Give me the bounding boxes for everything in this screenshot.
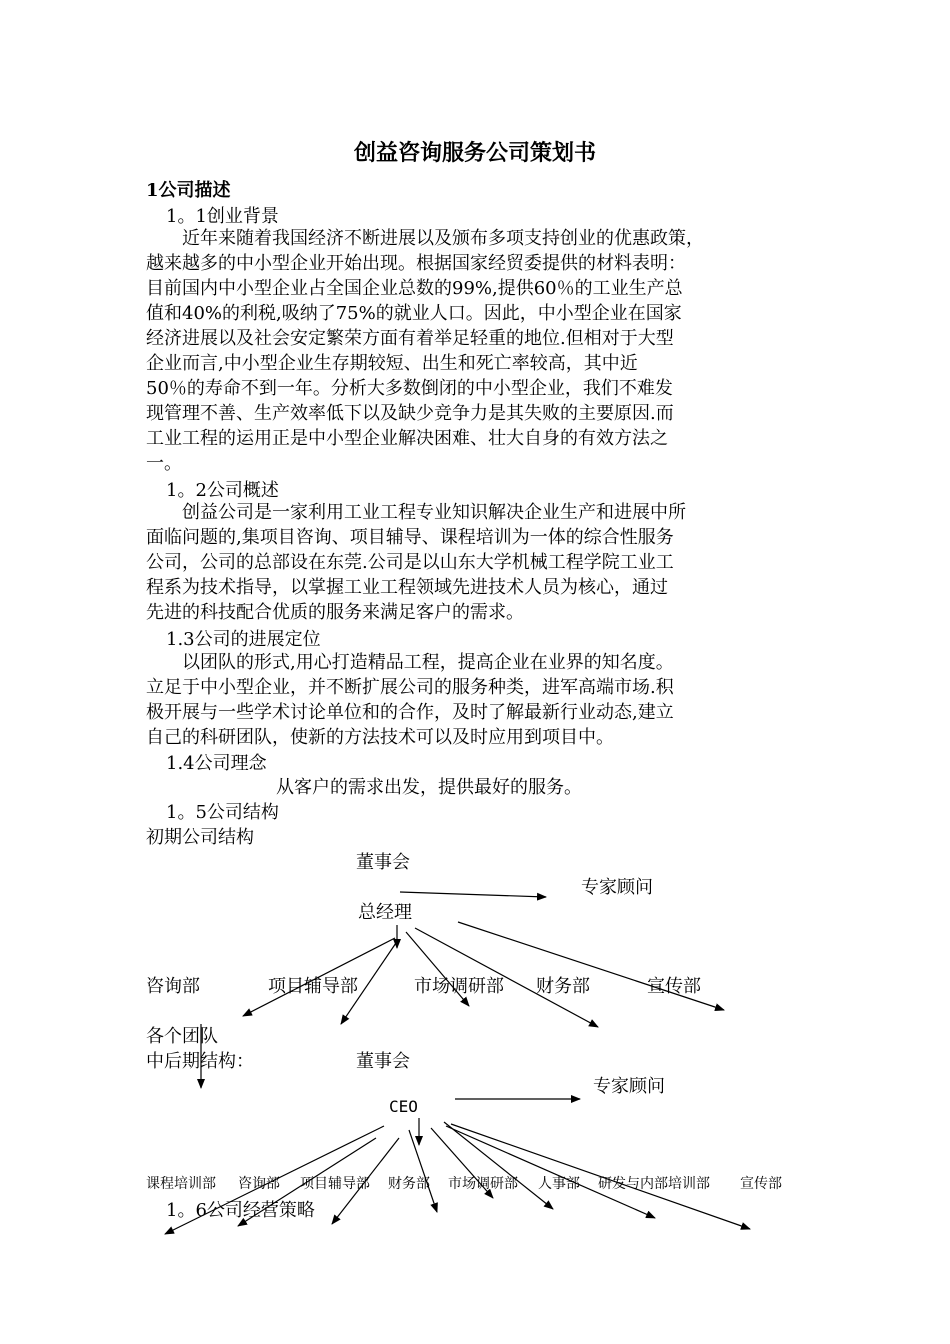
text-line: 50％的寿命不到一年。分析大多数倒闭的中小型企业，我们不难发 <box>146 378 673 399</box>
org-node-market-research: 市场调研部 <box>414 976 504 997</box>
org-node-rd-training: 研发与内部培训部 <box>598 1176 710 1192</box>
arrow-ceo-to-finance <box>409 1130 437 1212</box>
org-node-publicity: 宣传部 <box>647 976 701 997</box>
text-line: 越来越多的中小型企业开始出现。根据国家经贸委提供的材料表明： <box>146 253 686 274</box>
arrow-gm-to-advisor <box>400 892 546 897</box>
org-node-general-manager: 总经理 <box>358 902 412 923</box>
subheading-startup-background: 1。1创业背景 <box>166 206 279 227</box>
org-node-consulting-later: 咨询部 <box>238 1176 280 1192</box>
text-line: 工业工程的运用正是中小型企业解决困难、壮大自身的有效方法之 <box>146 428 668 449</box>
later-structure-label: 中后期结构： <box>146 1051 254 1072</box>
text-line: 一。 <box>146 453 182 474</box>
subheading-philosophy: 1.4公司理念 <box>166 753 267 774</box>
text-line: 值和40%的利税,吸纳了75%的就业人口。因此，中小型企业在国家 <box>146 303 682 324</box>
text-line: 立足于中小型企业，并不断扩展公司的服务种类，进军高端市场.积 <box>146 677 674 698</box>
org-node-market-research-later: 市场调研部 <box>448 1176 518 1192</box>
text-line: 企业而言,中小型企业生存期较短、出生和死亡率较高，其中近 <box>146 353 638 374</box>
org-node-finance-later: 财务部 <box>388 1176 430 1192</box>
text-line: 先进的科技配合优质的服务来满足客户的需求。 <box>146 602 524 623</box>
org-node-publicity-later: 宣传部 <box>740 1176 782 1192</box>
org-node-ceo: CEO <box>389 1097 418 1116</box>
org-node-finance: 财务部 <box>536 976 590 997</box>
text-line: 公司，公司的总部设在东莞.公司是以山东大学机械工程学院工业工 <box>146 552 674 573</box>
org-node-advisor-later: 专家顾问 <box>593 1076 665 1097</box>
initial-structure-label: 初期公司结构 <box>146 827 254 848</box>
org-node-consulting: 咨询部 <box>146 976 200 997</box>
section-heading-company-description: 1公司描述 <box>146 180 231 201</box>
arrow-ceo-to-rd <box>446 1126 655 1218</box>
text-line: 创益公司是一家利用工业工程专业知识解决企业生产和进展中所 <box>182 502 686 523</box>
text-line: 近年来随着我国经济不断进展以及颁布多项支持创业的优惠政策， <box>182 228 704 249</box>
subheading-company-overview: 1。2公司概述 <box>166 480 279 501</box>
org-node-advisor: 专家顾问 <box>581 877 653 898</box>
text-line: 现管理不善、生产效率低下以及缺少竞争力是其失败的主要原因.而 <box>146 403 674 424</box>
text-line: 目前国内中小型企业占全国企业总数的99%,提供60％的工业生产总 <box>146 278 683 299</box>
subheading-structure: 1。5公司结构 <box>166 802 279 823</box>
text-line: 以团队的形式,用心打造精品工程，提高企业在业界的知名度。 <box>182 652 674 673</box>
org-node-hr: 人事部 <box>538 1176 580 1192</box>
text-line: 面临问题的,集项目咨询、项目辅导、课程培训为一体的综合性服务 <box>146 527 674 548</box>
org-node-board: 董事会 <box>356 852 410 873</box>
subheading-positioning: 1.3公司的进展定位 <box>166 629 321 650</box>
org-node-course-training: 课程培训部 <box>146 1176 216 1192</box>
org-node-project-coaching: 项目辅导部 <box>268 976 358 997</box>
text-line: 经济进展以及社会安定繁荣方面有着举足轻重的地位.但相对于大型 <box>146 328 674 349</box>
text-line: 程系为技术指导，以掌握工业工程领域先进技术人员为核心，通过 <box>146 577 668 598</box>
text-line: 极开展与一些学术讨论单位和的合作，及时了解最新行业动态,建立 <box>146 702 674 723</box>
org-node-teams: 各个团队 <box>146 1026 218 1047</box>
org-node-board-later: 董事会 <box>356 1051 410 1072</box>
text-line: 自己的科研团队，使新的方法技术可以及时应用到项目中。 <box>146 727 614 748</box>
org-node-project-coaching-later: 项目辅导部 <box>300 1176 370 1192</box>
philosophy-statement: 从客户的需求出发，提供最好的服务。 <box>276 777 582 798</box>
document-title: 创益咨询服务公司策划书 <box>353 140 596 166</box>
subheading-business-strategy: 1。6公司经营策略 <box>166 1200 315 1221</box>
